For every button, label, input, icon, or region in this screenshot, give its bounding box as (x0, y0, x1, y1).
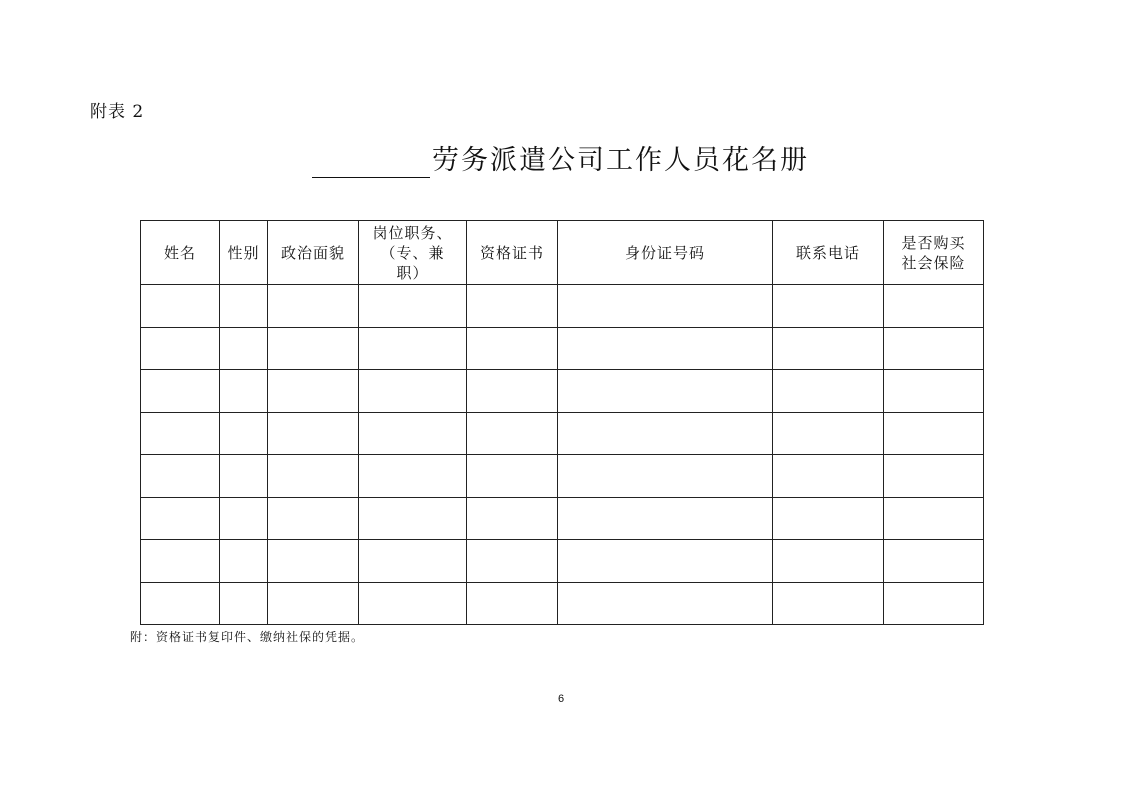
table-cell (359, 455, 467, 498)
table-cell (884, 540, 984, 583)
table-cell (558, 412, 773, 455)
table-cell (773, 370, 884, 413)
table-cell (467, 540, 558, 583)
table-cell (558, 497, 773, 540)
table-cell (220, 285, 268, 328)
table-cell (773, 582, 884, 625)
table-cell (558, 370, 773, 413)
table-cell (467, 327, 558, 370)
table-cell (467, 455, 558, 498)
table-row (141, 497, 984, 540)
table-cell (268, 412, 359, 455)
table-cell (773, 455, 884, 498)
table-cell (359, 540, 467, 583)
table-cell (141, 540, 220, 583)
staff-roster-table (140, 220, 984, 625)
table-cell (141, 582, 220, 625)
page-title: 劳务派遣公司工作人员花名册 (432, 145, 809, 176)
header-political-status: 政治面貌 (268, 221, 359, 285)
table-cell (359, 370, 467, 413)
title-blank-line (312, 147, 430, 178)
table-cell (268, 497, 359, 540)
table-row (141, 327, 984, 370)
table-cell (359, 327, 467, 370)
page-number: 6 (557, 693, 565, 705)
table-cell (467, 497, 558, 540)
table-cell (467, 370, 558, 413)
table-cell (220, 582, 268, 625)
table-cell (558, 582, 773, 625)
table-cell (884, 285, 984, 328)
table-cell (884, 497, 984, 540)
table-cell (467, 412, 558, 455)
table-cell (268, 327, 359, 370)
table-cell (558, 540, 773, 583)
table-row (141, 370, 984, 413)
table-cell (884, 582, 984, 625)
header-qualification: 资格证书 (467, 221, 558, 285)
footnote: 附：资格证书复印件、缴纳社保的凭据。 (130, 630, 365, 644)
table-cell (141, 412, 220, 455)
table-cell (220, 412, 268, 455)
table-cell (773, 327, 884, 370)
table-row (141, 582, 984, 625)
table-cell (141, 370, 220, 413)
table-row (141, 412, 984, 455)
table-cell (884, 412, 984, 455)
table-cell (773, 497, 884, 540)
table-row (141, 540, 984, 583)
header-name: 姓名 (141, 221, 220, 285)
header-gender: 性别 (220, 221, 268, 285)
table-cell (268, 540, 359, 583)
table-cell (220, 540, 268, 583)
table-header-row (141, 221, 984, 285)
table-cell (884, 455, 984, 498)
header-position: 岗位职务、（专、兼职） (359, 221, 467, 285)
table-cell (359, 285, 467, 328)
table-cell (141, 455, 220, 498)
table-cell (268, 582, 359, 625)
table-cell (558, 327, 773, 370)
table-cell (220, 497, 268, 540)
table-cell (558, 285, 773, 328)
table-cell (268, 285, 359, 328)
table-cell (268, 455, 359, 498)
table-cell (141, 497, 220, 540)
table-cell (359, 497, 467, 540)
header-phone: 联系电话 (773, 221, 884, 285)
table-cell (467, 582, 558, 625)
appendix-label: 附表 2 (90, 102, 145, 122)
table-cell (141, 285, 220, 328)
header-social-insurance: 是否购买社会保险 (884, 221, 984, 285)
table-cell (141, 327, 220, 370)
table-cell (359, 412, 467, 455)
title-row (312, 144, 809, 178)
table-cell (773, 285, 884, 328)
table-cell (467, 285, 558, 328)
table-cell (884, 370, 984, 413)
table-cell (558, 455, 773, 498)
table-cell (220, 327, 268, 370)
table-cell (359, 582, 467, 625)
table-row (141, 285, 984, 328)
table-cell (773, 412, 884, 455)
table-cell (268, 370, 359, 413)
table-cell (220, 455, 268, 498)
table-cell (220, 370, 268, 413)
header-id-number: 身份证号码 (558, 221, 773, 285)
table-cell (773, 540, 884, 583)
table-row (141, 455, 984, 498)
table-cell (884, 327, 984, 370)
